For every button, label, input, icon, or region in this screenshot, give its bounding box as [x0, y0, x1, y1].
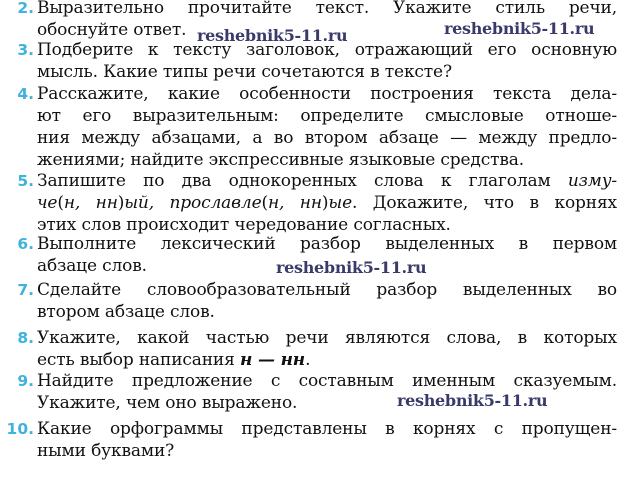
- task-text-line: [37, 233, 617, 255]
- text-fragment: абзаце слов.: [37, 256, 147, 276]
- text-fragment: н, нн: [63, 193, 118, 213]
- text-fragment: Выполните лексический разбор выделенных в первом: [37, 234, 617, 254]
- text-fragment: мысль. Какие типы речи сочетаются в тексте?: [37, 62, 452, 82]
- task-number: 4.: [17, 85, 34, 103]
- text-fragment: ый, прославле: [124, 193, 262, 213]
- text-fragment: ния между абзацами, а во втором абзаце — между предло-: [37, 128, 617, 148]
- text-fragment: н, нн: [267, 193, 322, 213]
- text-fragment: втором абзаце слов.: [37, 302, 215, 322]
- task-number: 2.: [17, 0, 34, 17]
- text-fragment: че: [37, 193, 58, 213]
- text-fragment: Укажите, чем оно выражено.: [37, 393, 298, 413]
- task-number: 8.: [17, 329, 34, 347]
- watermark: reshebnik5-11.ru: [276, 258, 427, 277]
- task-number: 6.: [17, 235, 34, 253]
- task-text-line: [37, 105, 617, 127]
- task-text-line: [37, 440, 617, 462]
- text-fragment: ые: [328, 193, 352, 213]
- text-fragment: есть выбор написания: [37, 350, 240, 370]
- task-text-line: [37, 418, 617, 440]
- task-number: 10.: [6, 420, 34, 438]
- text-fragment: ): [117, 193, 125, 213]
- text-fragment: обоснуйте ответ.: [37, 20, 187, 40]
- text-fragment: Запишите по два однокоренных слова к глаголам: [37, 171, 568, 191]
- text-fragment: жениями; найдите экспрессивные языковые средства.: [37, 150, 525, 170]
- text-fragment: ют его выразительным: определите смысловые отноше-: [37, 106, 617, 126]
- task-number: 5.: [17, 172, 34, 190]
- watermark: reshebnik5-11.ru: [197, 26, 348, 45]
- task-text-line: [37, 327, 617, 349]
- task-text-line: [37, 192, 617, 214]
- text-fragment: Выразительно прочитайте текст. Укажите стиль речи,: [37, 0, 617, 18]
- task-text-line: [37, 149, 617, 171]
- task-text-line: [37, 83, 617, 105]
- text-fragment: Найдите предложение с составным именным сказуемым.: [37, 371, 617, 391]
- task-text-line: [37, 0, 617, 19]
- task-text-line: [37, 301, 617, 323]
- task-text-line: [37, 61, 617, 83]
- task-text-line: [37, 349, 617, 371]
- text-fragment: этих слов происходит чередование согласных.: [37, 215, 451, 235]
- text-fragment: (: [57, 193, 64, 213]
- text-fragment: Какие орфограммы представлены в корнях с пропущен-: [37, 419, 617, 439]
- text-fragment: Подберите к тексту заголовок, отражающий его основную: [37, 40, 617, 60]
- task-text-line: [37, 127, 617, 149]
- task-number: 3.: [17, 41, 34, 59]
- task-number: 7.: [17, 281, 34, 299]
- text-fragment: Укажите, какой частью речи являются слова, в которых: [37, 328, 617, 348]
- text-fragment: ): [321, 193, 329, 213]
- text-fragment: . Докажите, что в корнях: [351, 193, 617, 213]
- watermark: reshebnik5-11.ru: [444, 19, 595, 38]
- text-fragment: .: [305, 350, 311, 370]
- text-fragment: ными буквами?: [37, 441, 175, 461]
- task-text-line: [37, 170, 617, 192]
- task-text-line: [37, 279, 617, 301]
- task-text-line: [37, 370, 617, 392]
- text-fragment: изму-: [567, 171, 617, 191]
- text-fragment: Расскажите, какие особенности построения текста дела-: [37, 84, 617, 104]
- watermark: reshebnik5-11.ru: [397, 391, 548, 410]
- text-fragment: н — нн: [239, 350, 306, 370]
- task-number: 9.: [17, 372, 34, 390]
- text-fragment: (: [261, 193, 268, 213]
- text-fragment: Сделайте словообразовательный разбор выделенных во: [37, 280, 617, 300]
